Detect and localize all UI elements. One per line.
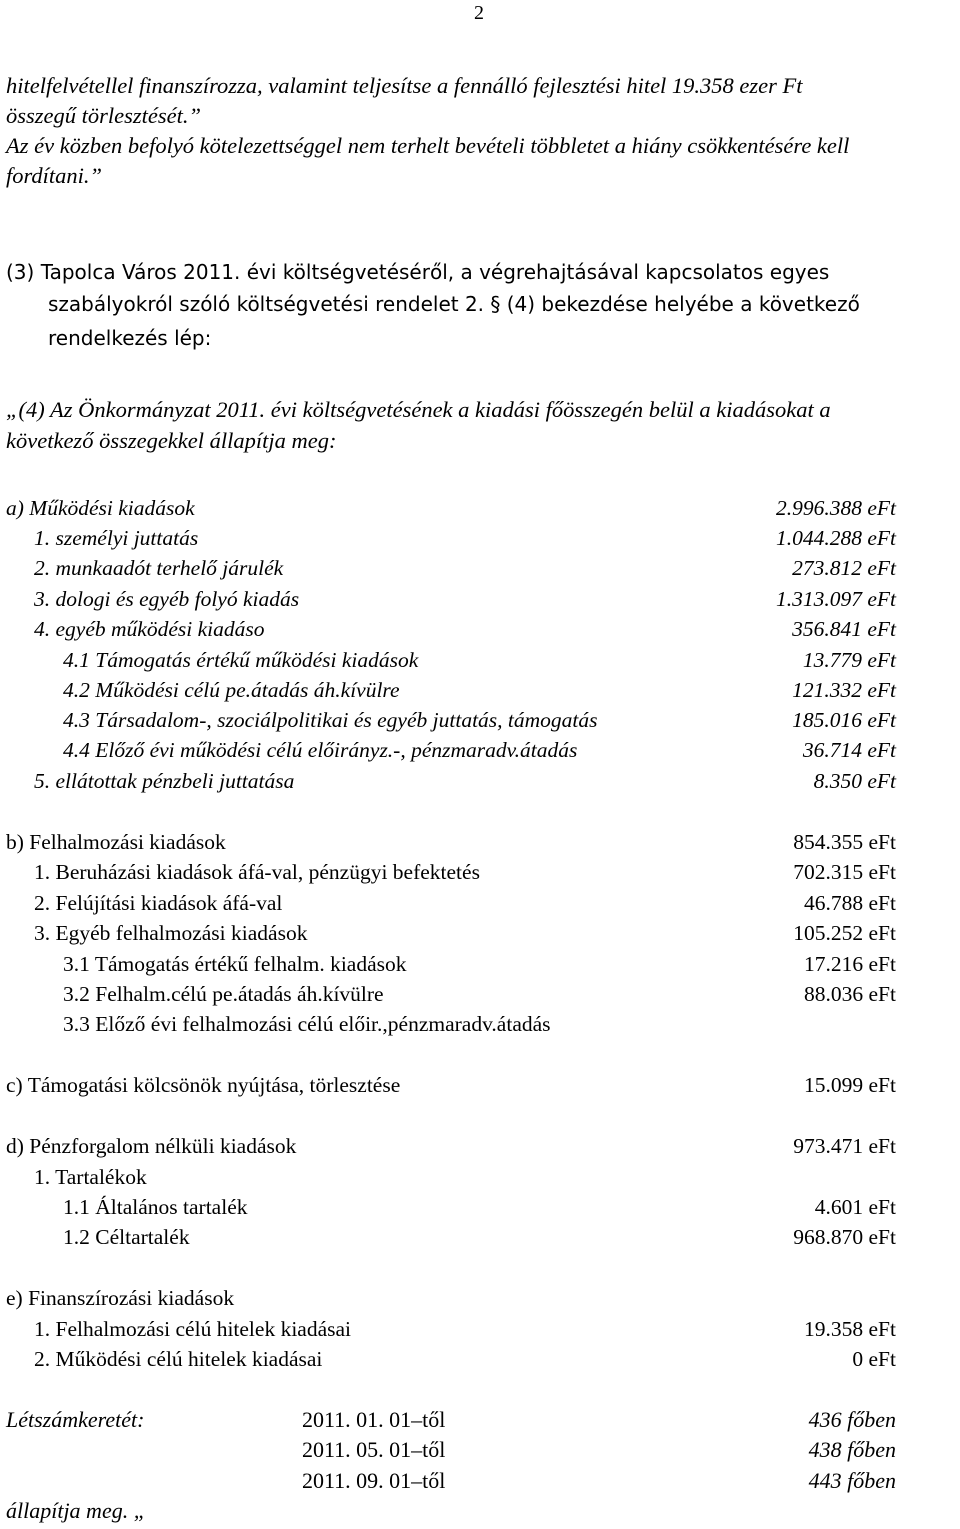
expense-label: 3. Egyéb felhalmozási kiadások — [34, 921, 308, 945]
expense-label: e) Finanszírozási kiadások — [6, 1286, 235, 1310]
expense-amount: 356.841 eFt — [792, 617, 896, 641]
expense-amount: 15.099 eFt — [804, 1073, 896, 1097]
expense-label: 1.2 Céltartalék — [63, 1225, 190, 1249]
expense-row — [0, 979, 960, 1009]
expense-label: 4. egyéb működési kiadáso — [34, 617, 265, 641]
expense-label: b) Felhalmozási kiadások — [6, 830, 226, 854]
expense-row — [0, 705, 960, 735]
letszam-date: 2011. 05. 01–től — [302, 1437, 446, 1462]
closing-text: állapítja meg. „ — [6, 1498, 146, 1523]
letszam-count: 438 főben — [808, 1437, 896, 1462]
section3-line-2: szabályokról szóló költségvetési rendelet 2. § (4) bekezdése helyébe a következő — [48, 292, 860, 316]
page-number: 2 — [474, 2, 484, 24]
expense-amount: 88.036 eFt — [804, 982, 896, 1006]
expense-row — [0, 1162, 960, 1192]
expense-label: 3.1 Támogatás értékű felhalm. kiadások — [63, 952, 407, 976]
letszam-count: 443 főben — [808, 1468, 896, 1493]
expense-label: 1. személyi juttatás — [34, 526, 199, 550]
expense-amount: 854.355 eFt — [793, 830, 896, 854]
section3-line-3: rendelkezés lép: — [48, 326, 212, 350]
expense-amount: 973.471 eFt — [793, 1134, 896, 1158]
expense-row — [0, 1314, 960, 1344]
expense-label: 4.2 Működési célú pe.átadás áh.kívülre — [63, 678, 400, 702]
intro-line-4: fordítani.” — [6, 163, 103, 188]
expense-row — [0, 553, 960, 583]
expense-amount: 1.313.097 eFt — [775, 587, 896, 611]
expense-row — [0, 493, 960, 523]
intro-line-3: Az év közben befolyó kötelezettséggel nem terhelt bevételi többletet a hiány csökkentésére kell — [6, 133, 850, 158]
expense-amount: 8.350 eFt — [813, 769, 896, 793]
expense-amount: 13.779 eFt — [802, 648, 896, 672]
expense-amount: 2.996.388 eFt — [775, 496, 896, 520]
expense-amount: 968.870 eFt — [793, 1225, 896, 1249]
expense-amount: 36.714 eFt — [802, 738, 896, 762]
expense-row — [0, 735, 960, 765]
expense-amount: 273.812 eFt — [792, 556, 896, 580]
expense-amount: 19.358 eFt — [804, 1317, 896, 1341]
expense-row — [0, 949, 960, 979]
expense-label: 4.3 Társadalom-, szociálpolitikai és egyéb juttatás, támogatás — [63, 708, 598, 732]
expense-row — [0, 1070, 960, 1100]
expense-label: 3. dologi és egyéb folyó kiadás — [34, 587, 300, 611]
expense-label: 2. Felújítási kiadások áfá-val — [34, 891, 283, 915]
expense-amount: 702.315 eFt — [793, 860, 896, 884]
section3-line-1: (3) Tapolca Város 2011. évi költségvetéséről, a végrehajtásával kapcsolatos egyes — [6, 260, 830, 284]
expense-row — [0, 675, 960, 705]
expense-label: 3.2 Felhalm.célú pe.átadás áh.kívülre — [63, 982, 384, 1006]
quote-line-1: „(4) Az Önkormányzat 2011. évi költségvetésének a kiadási főösszegén belül a kiadásokat a — [6, 397, 831, 422]
expense-row — [0, 645, 960, 675]
expense-label: 1. Felhalmozási célú hitelek kiadásai — [34, 1317, 352, 1341]
expense-label: 3.3 Előző évi felhalmozási célú előir.,pénzmaradv.átadás — [63, 1012, 551, 1036]
expense-row — [0, 1131, 960, 1161]
expense-row — [0, 1192, 960, 1222]
expense-label: 4.1 Támogatás értékű működési kiadások — [63, 648, 419, 672]
expense-row — [0, 523, 960, 553]
expense-label: 2. Működési célú hitelek kiadásai — [34, 1347, 323, 1371]
expense-row — [0, 614, 960, 644]
expense-label: 1. Beruházási kiadások áfá-val, pénzügyi befektetés — [34, 860, 480, 884]
expense-label: 1.1 Általános tartalék — [63, 1195, 248, 1219]
expense-label: 5. ellátottak pénzbeli juttatása — [34, 769, 295, 793]
expense-amount: 105.252 eFt — [793, 921, 896, 945]
letszam-count: 436 főben — [808, 1407, 896, 1432]
letszam-label: Létszámkeretét: — [6, 1407, 145, 1432]
expense-amount: 1.044.288 eFt — [775, 526, 896, 550]
expense-row — [0, 918, 960, 948]
expense-label: d) Pénzforgalom nélküli kiadások — [6, 1134, 297, 1158]
expense-amount: 4.601 eFt — [814, 1195, 896, 1219]
expense-row — [0, 1283, 960, 1313]
expense-label: 2. munkaadót terhelő járulék — [34, 556, 284, 580]
intro-line-2: összegű törlesztését.” — [6, 103, 202, 128]
expense-row — [0, 1222, 960, 1252]
expense-amount: 185.016 eFt — [792, 708, 896, 732]
expense-row — [0, 857, 960, 887]
expense-amount: 0 eFt — [852, 1347, 896, 1371]
expense-label: 4.4 Előző évi működési célú előirányz.-, pénzmaradv.átadás — [63, 738, 578, 762]
letszam-date: 2011. 09. 01–től — [302, 1468, 446, 1493]
expense-row — [0, 584, 960, 614]
quote-line-2: következő összegekkel állapítja meg: — [6, 428, 337, 453]
letszam-date: 2011. 01. 01–től — [302, 1407, 446, 1432]
expense-label: a) Működési kiadások — [6, 496, 195, 520]
expense-row — [0, 1344, 960, 1374]
expense-row — [0, 1009, 960, 1039]
expense-amount: 46.788 eFt — [804, 891, 896, 915]
expense-label: c) Támogatási kölcsönök nyújtása, törlesztése — [6, 1073, 401, 1097]
expense-row — [0, 827, 960, 857]
expense-amount: 121.332 eFt — [792, 678, 896, 702]
expense-row — [0, 888, 960, 918]
expense-amount: 17.216 eFt — [804, 952, 896, 976]
expense-row — [0, 766, 960, 796]
intro-line-1: hitelfelvétellel finanszírozza, valamint teljesítse a fennálló fejlesztési hitel 19.358 ezer Ft — [6, 73, 803, 98]
expense-label: 1. Tartalékok — [34, 1165, 147, 1189]
